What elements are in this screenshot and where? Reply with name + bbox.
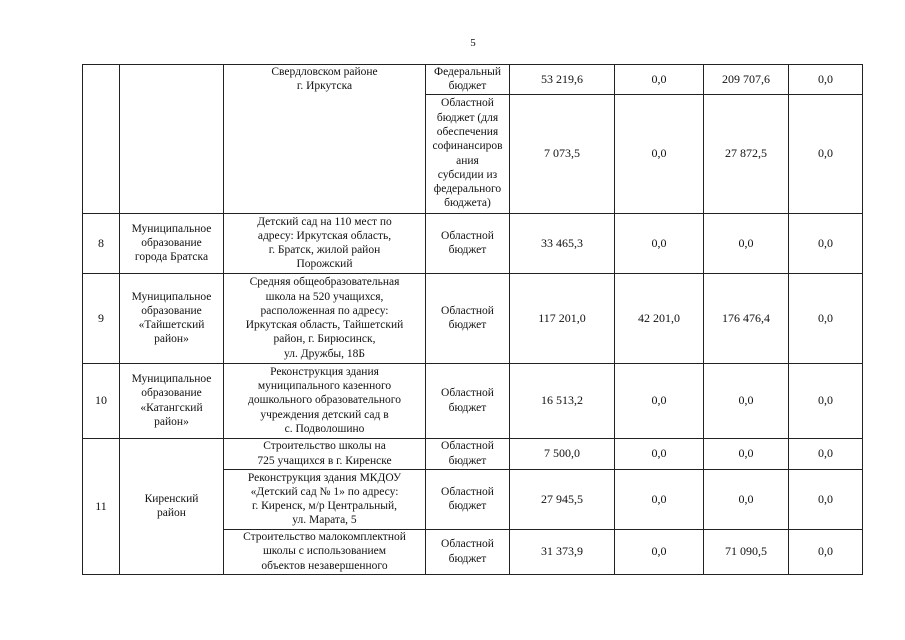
table-row <box>83 213 863 273</box>
amount-cell: 0,0 <box>615 469 704 529</box>
municipality-cell <box>120 65 224 214</box>
amount-cell: 27 945,5 <box>510 469 615 529</box>
amount-cell: 176 476,4 <box>704 273 789 363</box>
municipality-cell: Муниципальное образование города Братска <box>120 213 224 273</box>
amount-cell: 0,0 <box>789 529 863 574</box>
municipality-cell: Муниципальное образование «Катангский район» <box>120 363 224 438</box>
amount-cell: 0,0 <box>615 213 704 273</box>
amount-cell: 117 201,0 <box>510 273 615 363</box>
amount-cell: 0,0 <box>704 213 789 273</box>
table-row <box>83 363 863 438</box>
budget-source-cell: Областной бюджет (для обеспечения софинансиров ания субсидии из федерального бюджета) <box>426 94 510 213</box>
amount-cell: 7 073,5 <box>510 94 615 213</box>
amount-cell: 31 373,9 <box>510 529 615 574</box>
amount-cell: 16 513,2 <box>510 363 615 438</box>
amount-cell: 0,0 <box>789 65 863 95</box>
amount-cell: 0,0 <box>789 94 863 213</box>
object-cell: Средняя общеобразовательная школа на 520 учащихся, расположенная по адресу: Иркутская область, Тайшетский район, г. Бирюсинск, ул. Дружбы, 18Б <box>224 273 426 363</box>
object-cell: Реконструкция здания муниципального казенного дошкольного образовательного учреждения детский сад в с. Подволошино <box>224 363 426 438</box>
table-row <box>83 65 863 95</box>
amount-cell: 7 500,0 <box>510 438 615 469</box>
object-cell: Строительство школы на 725 учащихся в г. Киренске <box>224 438 426 469</box>
budget-source-cell: Областной бюджет <box>426 469 510 529</box>
page-number: 5 <box>470 37 476 49</box>
row-number-cell: 9 <box>83 273 120 363</box>
budget-source-cell: Областной бюджет <box>426 213 510 273</box>
budget-source-cell: Федеральный бюджет <box>426 65 510 95</box>
budget-source-cell: Областной бюджет <box>426 273 510 363</box>
amount-cell: 0,0 <box>789 213 863 273</box>
amount-cell: 42 201,0 <box>615 273 704 363</box>
object-cell: Детский сад на 110 мест по адресу: Иркутская область, г. Братск, жилой район Порожский <box>224 213 426 273</box>
amount-cell: 0,0 <box>704 363 789 438</box>
amount-cell: 209 707,6 <box>704 65 789 95</box>
budget-source-cell: Областной бюджет <box>426 438 510 469</box>
budget-source-cell: Областной бюджет <box>426 363 510 438</box>
municipality-cell: Киренский район <box>120 438 224 574</box>
row-number-cell <box>83 65 120 214</box>
row-number-cell: 8 <box>83 213 120 273</box>
object-cell: Свердловском районе г. Иркутска <box>224 65 426 214</box>
amount-cell: 27 872,5 <box>704 94 789 213</box>
municipality-cell: Муниципальное образование «Тайшетский район» <box>120 273 224 363</box>
amount-cell: 0,0 <box>789 363 863 438</box>
amount-cell: 0,0 <box>704 469 789 529</box>
row-number-cell: 10 <box>83 363 120 438</box>
amount-cell: 0,0 <box>789 273 863 363</box>
funding-table <box>82 64 863 575</box>
amount-cell: 0,0 <box>789 438 863 469</box>
amount-cell: 0,0 <box>615 363 704 438</box>
object-cell: Строительство малокомплектной школы с использованием объектов незавершенного <box>224 529 426 574</box>
amount-cell: 0,0 <box>615 529 704 574</box>
amount-cell: 53 219,6 <box>510 65 615 95</box>
budget-source-cell: Областной бюджет <box>426 529 510 574</box>
amount-cell: 0,0 <box>615 438 704 469</box>
row-number-cell: 11 <box>83 438 120 574</box>
amount-cell: 33 465,3 <box>510 213 615 273</box>
table-row <box>83 438 863 469</box>
amount-cell: 0,0 <box>615 65 704 95</box>
amount-cell: 0,0 <box>704 438 789 469</box>
amount-cell: 0,0 <box>789 469 863 529</box>
amount-cell: 0,0 <box>615 94 704 213</box>
amount-cell: 71 090,5 <box>704 529 789 574</box>
object-cell: Реконструкция здания МКДОУ «Детский сад № 1» по адресу: г. Киренск, м/р Центральный, ул. Марата, 5 <box>224 469 426 529</box>
table-row <box>83 273 863 363</box>
